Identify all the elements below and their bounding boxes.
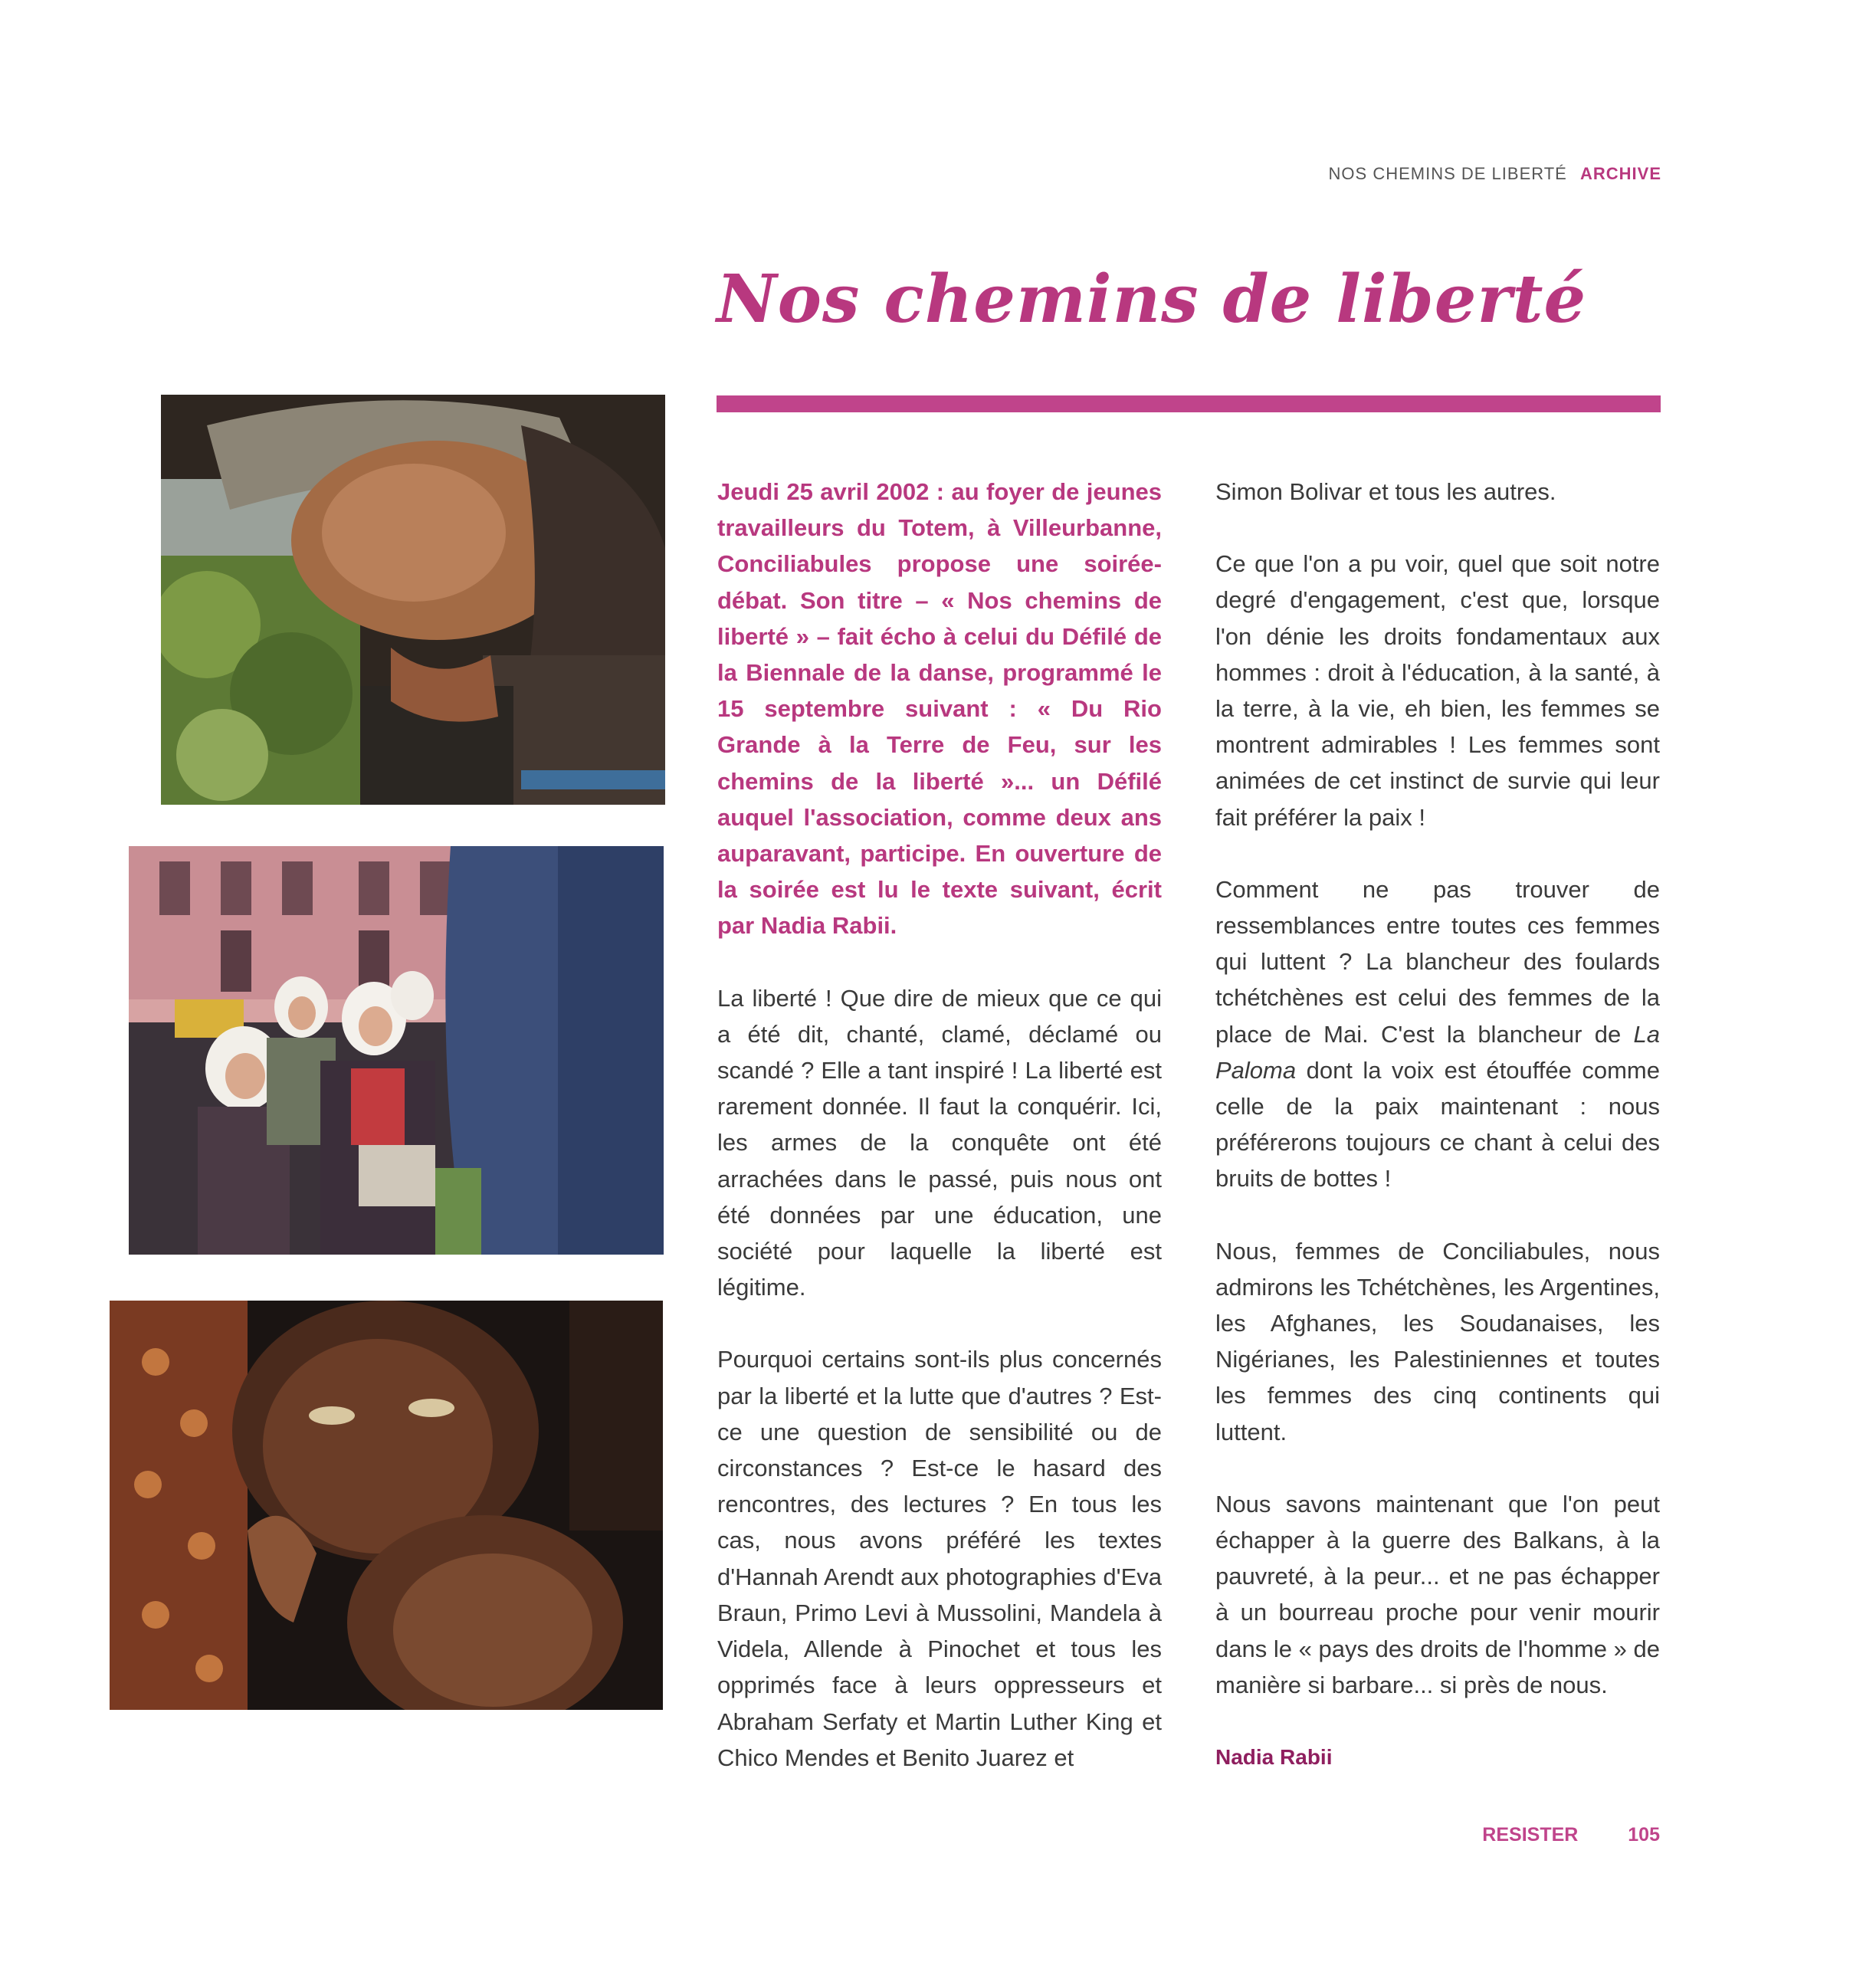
title-divider [717,395,1661,412]
article-lede: Jeudi 25 avril 2002 : au foyer de jeunes travailleurs du Totem, à Villeurbanne, Conciliabules propose une soirée-débat. Son titre – « Nos chemins de liberté » – fait écho à celui du Défilé de la Biennale de la danse, programmé le 15 septembre suivant : « Du Rio Grande à la Terre de Feu, sur les chemins de la liberté »... un Défilé auquel l'association, comme deux ans auparavant, participe. En ouverture de la soirée est lu le texte suivant, écrit par Nadia Rabii. [717,478,1162,940]
article-column-right [1215,474,1660,1775]
article-column-left [717,474,1162,1776]
running-head [843,164,1661,184]
page-footer [1482,1824,1660,1846]
paragraph-simon-bolivar: Simon Bolivar et tous les autres. [1215,478,1556,505]
paragraph-nous-femmes: Nous, femmes de Conciliabules, nous admirons les Tchétchènes, les Argentines, les Afghanes, les Soudanaises, les Nigérianes, les Palestiniennes et toutes les femmes des cinq continents qui luttent. [1215,1237,1660,1445]
running-head-section: NOS CHEMINS DE LIBERTÉ [1328,164,1567,183]
article-title: Nos chemins de liberté [717,261,1587,338]
author-signature: Nadia Rabii [1215,1745,1333,1770]
paragraph-pourquoi: Pourquoi certains sont-ils plus concernés par la liberté et la lutte que d'autres ? Est-ce une question de sensibilité ou de circonstances ? Est-ce le hasard des rencontres, des lectures ? En tous les cas, nous avons préféré les textes d'Hannah Arendt aux photographies d'Eva Braun, Primo Levi à Mussolini, Mandela à Videla, Allende à Pinochet et tous les opprimés face à leurs oppresseurs et Abraham Serfaty et Martin Luther King et Chico Mendes et Benito Juarez et [717,1346,1162,1771]
paragraph-comment-part-2: dont la voix est étouffée comme celle de la paix maintenant : nous préférerons toujours ce chant à celui des bruits de bottes ! [1215,1056,1660,1193]
paragraph-liberte: La liberté ! Que dire de mieux que ce qui a été dit, chanté, clamé, déclamé ou scandé ? Elle a tant inspiré ! La liberté est rarement donnée. Il faut la conquérir. Ici, les armes de la conquête ont été arrachées dans le passé, puis nous ont été données par une éducation, une société pour laquelle la liberté est légitime. [717,984,1162,1301]
paragraph-comment [1215,871,1660,1197]
paragraph-nous-savons: Nous savons maintenant que l'on peut échapper à la guerre des Balkans, à la pauvreté, à la peur... et ne pas échapper à un bourreau proche pour venir mourir dans le « pays des droits de l'homme » de manière si barbare... si près de nous. [1215,1490,1660,1698]
paragraph-comment-italic: La Paloma [1215,1020,1660,1084]
photo-woman-with-hat [161,395,665,805]
paragraph-ce-que: Ce que l'on a pu voir, quel que soit notre degré d'engagement, c'est que, lorsque l'on dénie les droits fondamentaux aux hommes : droit à l'éducation, à la santé, à la terre, à la vie, eh bien, les femmes se montrent admirables ! Les femmes sont animées de cet instinct de survie qui leur fait préférer la paix ! [1215,550,1660,831]
page-number: 105 [1628,1824,1660,1846]
photo-mothers-plaza-de-mayo [129,846,664,1255]
photo-mother-and-child [110,1301,663,1710]
paragraph-comment-part-1: Comment ne pas trouver de ressemblances entre toutes ces femmes qui luttent ? La blancheur des foulards tchétchènes est celui des femmes de la place de Mai. C'est la blancheur de [1215,875,1660,1048]
footer-magazine-name: RESISTER [1482,1824,1579,1846]
running-head-category: ARCHIVE [1579,164,1661,183]
